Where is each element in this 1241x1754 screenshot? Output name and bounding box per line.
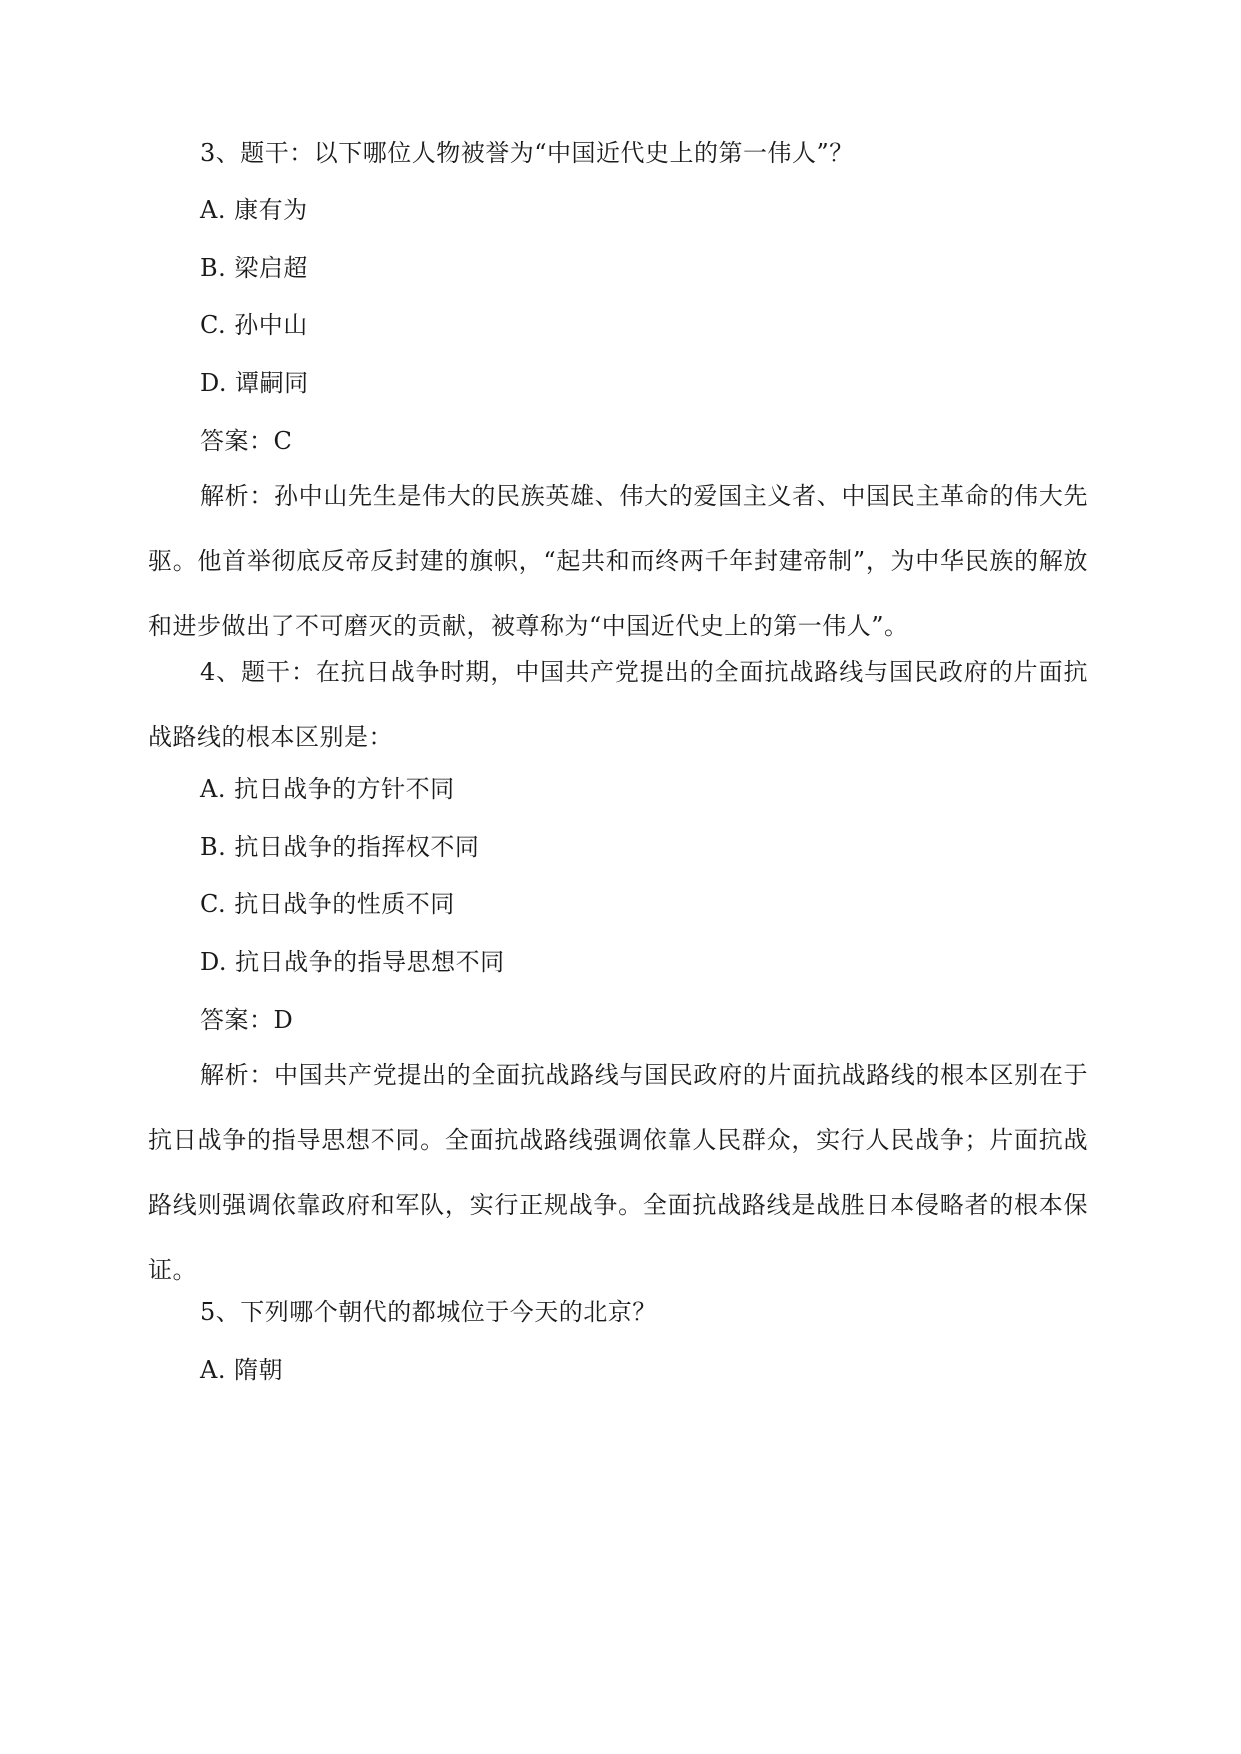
question-3-answer: 答案：C (200, 427, 293, 455)
question-3-option-d: D. 谭嗣同 (200, 369, 309, 397)
question-3-analysis: 解析：孙中山先生是伟大的民族英雄、伟大的爱国主义者、中国民主革命的伟大先驱。他首举彻底反帝反封建的旗帜，“起共和而终两千年封建帝制”，为中华民族的解放和进步做出了不可磨灭的贡献，被尊称为“中国近代史上的第一伟人”。 (148, 482, 1088, 640)
question-5-option-a: A. 隋朝 (200, 1356, 284, 1384)
question-4-option-b: B. 抗日战争的指挥权不同 (200, 833, 480, 861)
question-4-option-d: D. 抗日战争的指导思想不同 (200, 948, 505, 976)
question-4-option-c: C. 抗日战争的性质不同 (200, 890, 455, 918)
question-4-stem: 4、题干：在抗日战争时期，中国共产党提出的全面抗战路线与国民政府的片面抗战路线的根本区别是： (148, 658, 1088, 751)
question-4-analysis: 解析：中国共产党提出的全面抗战路线与国民政府的片面抗战路线的根本区别在于抗日战争的指导思想不同。全面抗战路线强调依靠人民群众，实行人民战争；片面抗战路线则强调依靠政府和军队，实行正规战争。全面抗战路线是战胜日本侵略者的根本保证。 (148, 1061, 1088, 1284)
question-3-option-b: B. 梁启超 (200, 254, 308, 282)
question-3-option-c: C. 孙中山 (200, 311, 308, 339)
question-4-option-a: A. 抗日战争的方针不同 (200, 775, 455, 803)
question-3-option-a: A. 康有为 (200, 196, 308, 224)
question-4-answer: 答案：D (200, 1006, 294, 1034)
question-3-stem: 3、题干：以下哪位人物被誉为“中国近代史上的第一伟人”？ (200, 139, 854, 167)
question-5-stem: 5、下列哪个朝代的都城位于今天的北京？ (200, 1298, 657, 1326)
